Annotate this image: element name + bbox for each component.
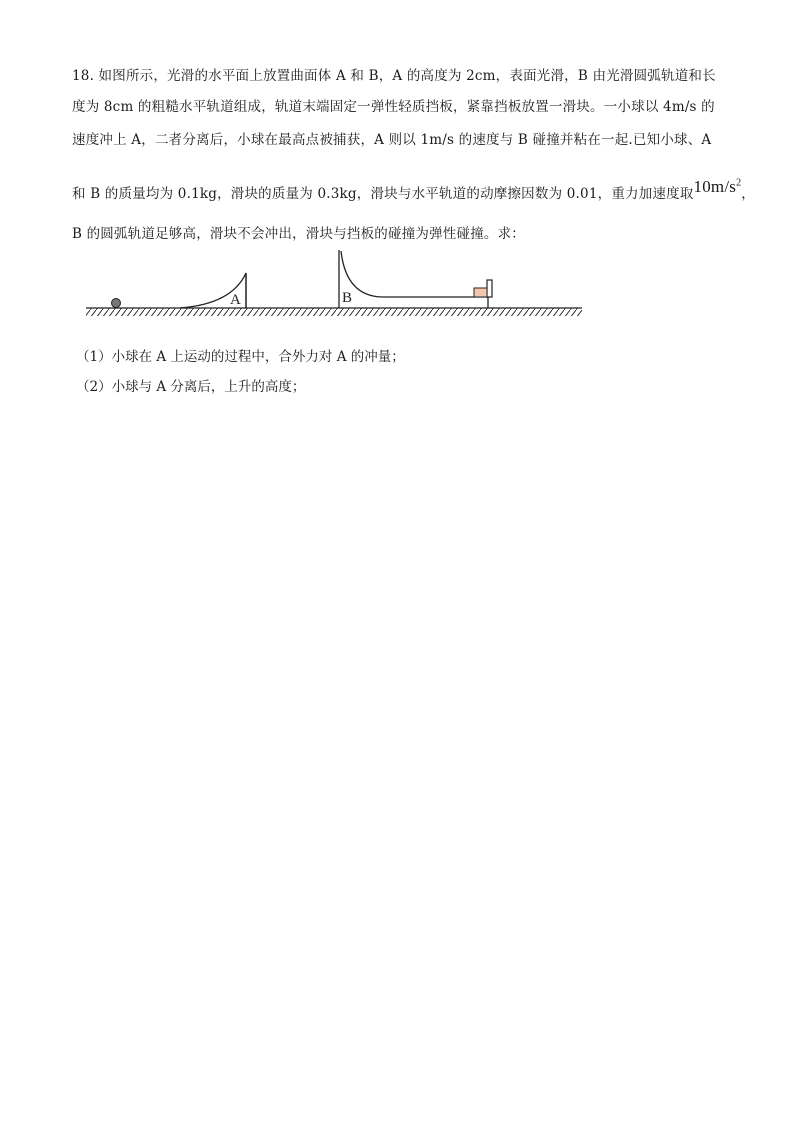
question-line-1: 18. 如图所示，光滑的水平面上放置曲面体 A 和 B，A 的高度为 2cm，表面光滑，B 由光滑圆弧轨道和长 [72,68,716,84]
figure-svg [84,246,584,326]
sub-question-2: （2）小球与 A 分离后，上升的高度； [76,379,306,395]
gravity-value: 10m/s [693,177,737,196]
sub-question-1: （1）小球在 A 上运动的过程中，合外力对 A 的冲量； [76,349,405,365]
ground-hatch [86,308,582,316]
gravity-exponent: 2 [736,177,742,189]
question-line-2: 度为 8cm 的粗糙水平轨道组成，轨道末端固定一弹性轻质挡板，紧靠挡板放置一滑块。一小球以 4m/s 的 [72,99,715,115]
slider-block [474,288,487,297]
body-b-arc-track [341,251,488,297]
question-line-3: 速度冲上 A，二者分离后，小球在最高点被捕获，A 则以 1m/s 的速度与 B 碰撞并粘在一起.已知小球、A [72,132,712,148]
gravity-formula [694,177,742,196]
question-line-5: B 的圆弧轨道足够高，滑块不会冲出，滑块与挡板的碰撞为弹性碰撞。求： [72,226,526,242]
gravity-comma: ， [741,186,755,202]
label-b: B [342,290,353,306]
physics-figure [84,246,584,330]
label-a: A [230,292,241,308]
question-line-4-text: 和 B 的质量均为 0.1kg，滑块的质量为 0.3kg，滑块与水平轨道的动摩擦因数为 0.01，重力加速度取 [72,186,694,202]
small-ball [112,299,121,308]
question-line-4 [72,177,755,203]
baffle-plate [487,280,492,297]
